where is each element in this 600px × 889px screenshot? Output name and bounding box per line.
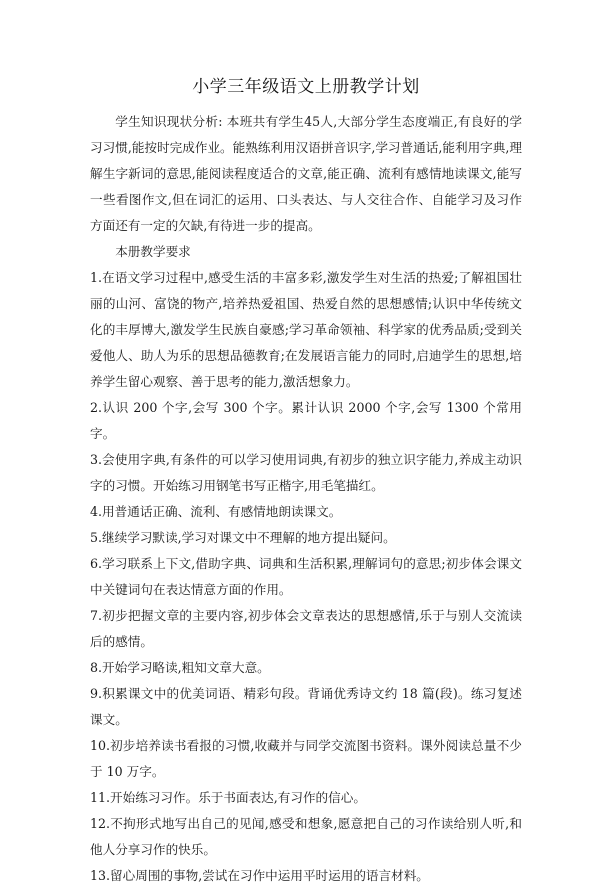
item-text: 在语文学习过程中,感受生活的丰富多彩,激发学生对生活的热爱;了解祖国壮丽的山河、富饶的物产,培养热爱祖国、热爱自然的思想感情;认识中华传统文化的丰厚博大,激发学生民族自豪感;学习革命领袖、科学家的优秀品质;受到关爱他人、助人为乐的思想品德教育;在发展语言能力的同时,启迪学生的思想,培养学生留心观察、善于思考的能力,激活想象力。: [90, 270, 522, 389]
list-item: [90, 525, 522, 551]
item-text: 积累课文中的优美词语、精彩句段。背诵优秀诗文约 18 篇(段)。练习复述课文。: [90, 686, 522, 727]
list-item: [90, 499, 522, 525]
item-number: 9.: [90, 686, 103, 701]
item-text: 初步把握文章的主要内容,初步体会文章表达的思想感情,乐于与别人交流读后的感情。: [90, 608, 522, 649]
item-text: 留心周围的事物,尝试在习作中运用平时运用的语言材料。: [110, 868, 429, 883]
item-number: 10.: [90, 738, 111, 753]
requirements-list: [90, 265, 522, 889]
item-text: 不拘形式地写出自己的见闻,感受和想象,愿意把自己的习作读给别人听,和他人分享习作的快乐。: [90, 816, 522, 857]
item-number: 5.: [90, 530, 103, 545]
list-item: [90, 863, 522, 889]
item-number: 2.: [90, 400, 103, 415]
list-item: [90, 655, 522, 681]
item-number: 3.: [90, 452, 103, 467]
item-text: 继续学习默读,学习对课文中不理解的地方提出疑问。: [102, 530, 396, 545]
item-number: 6.: [90, 556, 103, 571]
item-text: 用普通话正确、流利、有感情地朗读课文。: [102, 504, 342, 519]
page-title: 小学三年级语文上册教学计划: [192, 77, 420, 97]
list-item: [90, 733, 522, 785]
list-item: [90, 681, 522, 733]
item-number: 1.: [90, 270, 103, 285]
item-number: 7.: [90, 608, 103, 623]
list-item: [90, 265, 522, 395]
item-text: 初步培养读书看报的习惯,收藏并与同学交流图书资料。课外阅读总量不少于 10 万字。: [90, 738, 522, 779]
document-page: [90, 72, 522, 889]
list-item: [90, 551, 522, 603]
item-number: 11.: [90, 790, 111, 805]
item-number: 13.: [90, 868, 111, 883]
list-item: [90, 603, 522, 655]
item-text: 会使用字典,有条件的可以学习使用词典,有初步的独立识字能力,养成主动识字的习惯。开始练习用钢笔书写正楷字,用毛笔描红。: [90, 452, 522, 493]
list-item: [90, 785, 522, 811]
item-number: 8.: [90, 660, 103, 675]
item-number: 12.: [90, 816, 111, 831]
section-heading: 本册教学要求: [115, 244, 191, 259]
item-text: 开始练习习作。乐于书面表达,有习作的信心。: [110, 790, 366, 805]
intro-paragraph: 学生知识现状分析: 本班共有学生45人,大部分学生态度端正,有良好的学习习惯,能按时完成作业。能熟练利用汉语拼音识字,学习普通话,能利用字典,理解生字新词的意思,能阅读程度适合的文章,能正确、流利有感情地读课文,能写一些看图作文,但在词汇的运用、口头表达、与人交往合作、自能学习及习作方面还有一定的欠缺,有待进一步的提高。: [90, 114, 522, 233]
item-number: 4.: [90, 504, 103, 519]
item-text: 开始学习略读,粗知文章大意。: [102, 660, 270, 675]
list-item: [90, 447, 522, 499]
item-text: 学习联系上下文,借助字典、词典和生活积累,理解词句的意思;初步体会课文中关键词句在表达情意方面的作用。: [90, 556, 522, 597]
list-item: [90, 395, 522, 447]
list-item: [90, 811, 522, 863]
item-text: 认识 200 个字,会写 300 个字。累计认识 2000 个字,会写 1300 个常用字。: [90, 400, 522, 441]
